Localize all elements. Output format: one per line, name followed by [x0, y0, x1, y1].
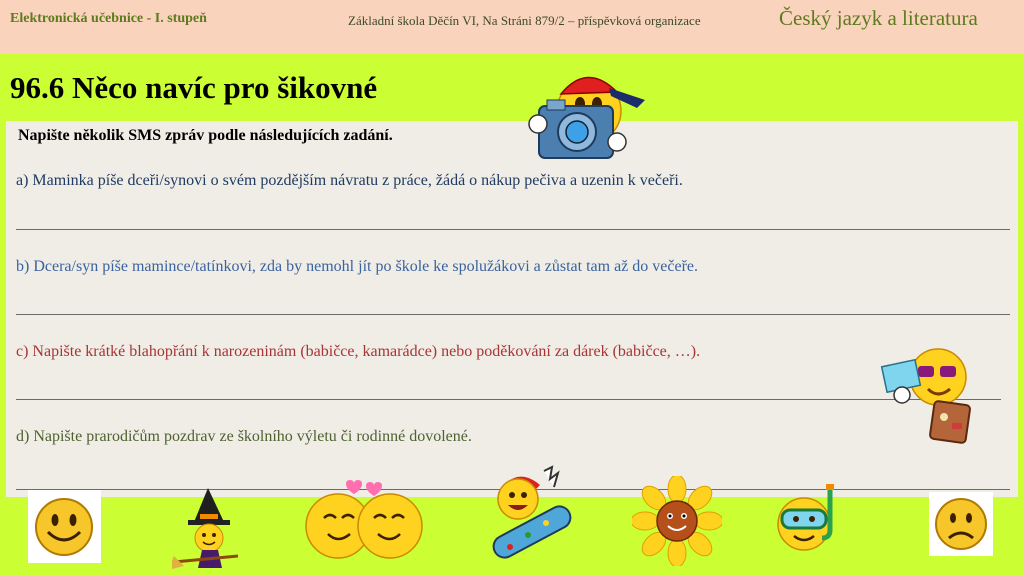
smiley-camera-icon: [525, 66, 650, 166]
task-c: c) Napište krátké blahopřání k narozeninám (babičce, kamarádce) nebo poděkování za dárek (babičce, …).: [16, 343, 701, 360]
textbook-label: Elektronická učebnice - I. stupeň: [10, 11, 207, 26]
smiley-suitcase-icon: [880, 345, 985, 445]
page-title: 96.6 Něco navíc pro šikovné: [10, 70, 378, 105]
snorkel-smiley-icon: [776, 484, 838, 556]
sunflower-smiley-icon: [632, 476, 722, 566]
answer-line-a[interactable]: [16, 229, 1010, 230]
header-bar: [0, 0, 1024, 54]
witch-smiley-icon: [172, 486, 240, 576]
exercise-instruction: Napište několik SMS zpráv podle následujících zadání.: [18, 127, 393, 144]
sad-smiley-icon: [929, 492, 993, 556]
task-a: a) Maminka píše dceři/synovi o svém pozdějším návratu z práce, žádá o nákup pečiva a uzenin k večeři.: [16, 172, 683, 189]
answer-line-b[interactable]: [16, 314, 1010, 315]
happy-smiley-icon: [28, 490, 101, 563]
answer-line-c[interactable]: [16, 399, 1001, 400]
hugging-smileys-icon: [302, 476, 426, 566]
task-d: d) Napište prarodičům pozdrav ze školního výletu či rodinné dovolené.: [16, 428, 472, 445]
skateboard-smiley-icon: [488, 463, 574, 563]
school-label: Základní škola Děčín VI, Na Stráni 879/2 – příspěvková organizace: [348, 13, 701, 28]
subject-label: Český jazyk a literatura: [779, 6, 978, 30]
task-b: b) Dcera/syn píše mamince/tatínkovi, zda by nemohl jít po škole ke spolužákovi a zůstat tam až do večeře.: [16, 258, 699, 275]
exercise-panel: [6, 121, 1018, 497]
